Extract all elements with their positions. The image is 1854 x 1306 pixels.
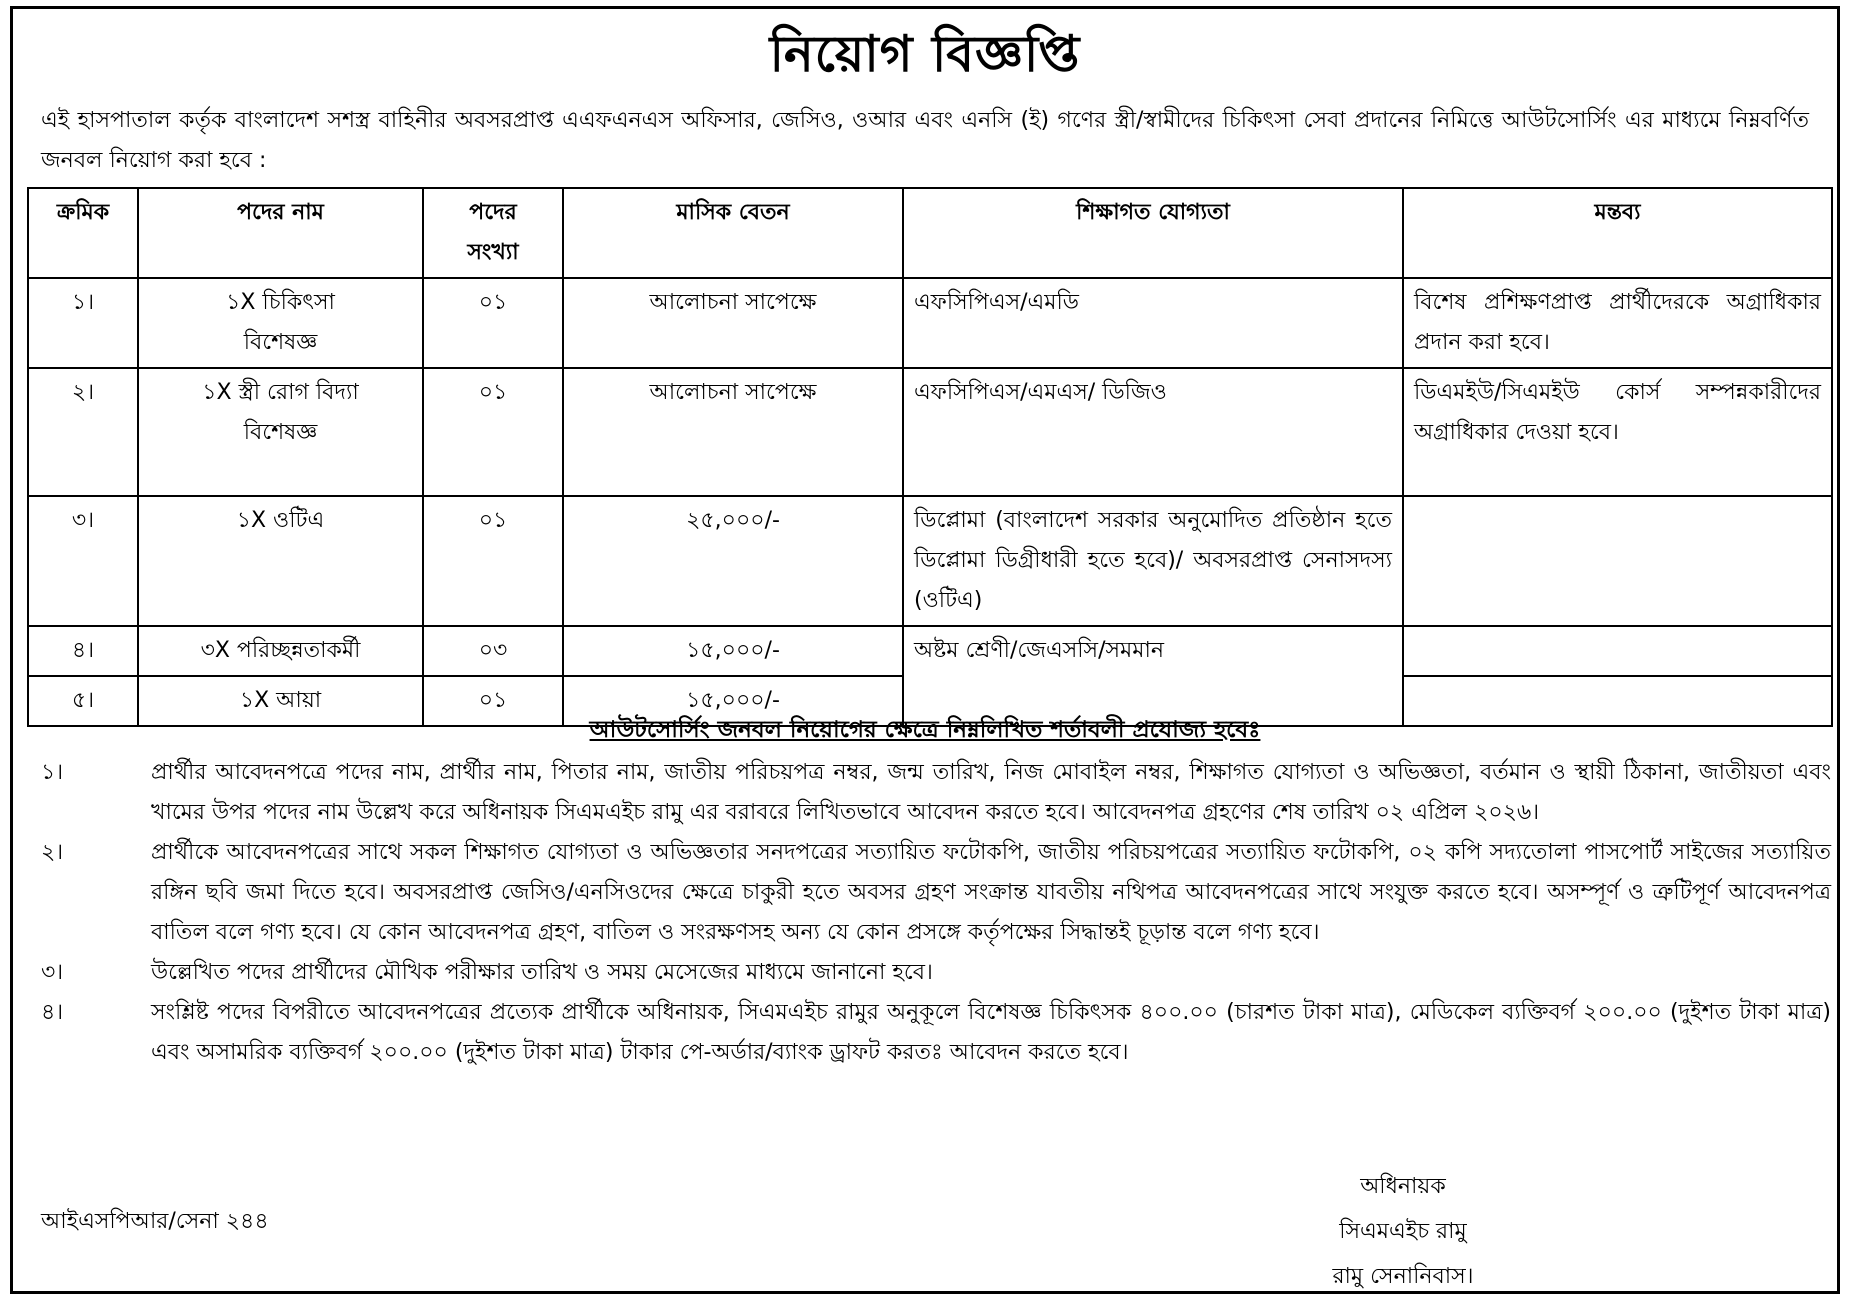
signature-unit: সিএমএইচ রামু [1339, 1219, 1467, 1244]
condition-number: ১। [41, 760, 64, 785]
row-post: ১X আয়া [138, 676, 423, 726]
signature-location: রামু সেনানিবাস। [1332, 1264, 1474, 1289]
signature-title: অধিনায়ক [1360, 1174, 1446, 1199]
header-remark: মন্তব্য [1403, 188, 1832, 278]
row-remark [1403, 626, 1832, 676]
row-post: ১X স্ত্রী রোগ বিদ্যা বিশেষজ্ঞ [138, 368, 423, 496]
row-salary: ২৫,০০০/- [563, 496, 903, 626]
row-serial: ৫। [28, 676, 138, 726]
row-count: ০১ [423, 676, 563, 726]
row-post: ১X ওটিএ [138, 496, 423, 626]
condition-item [41, 993, 1831, 1073]
condition-number: ৩। [41, 960, 64, 985]
row-salary: আলোচনা সাপেক্ষে [563, 368, 903, 496]
conditions-heading-text: আউটসোর্সিং জনবল নিয়োগের ক্ষেত্রে নিম্নলিখিত শর্তাবলী প্রযোজ্য হবেঃ [589, 717, 1261, 743]
row-count: ০১ [423, 278, 563, 368]
row-serial: ১। [28, 278, 138, 368]
row-qualification: এফসিপিএস/এমডি [903, 278, 1403, 368]
conditions-list [41, 753, 1831, 1073]
row-remark: বিশেষ প্রশিক্ষণপ্রাপ্ত প্রার্থীদেরকে অগ্রাধিকার প্রদান করা হবে। [1403, 278, 1832, 368]
row-serial: ২। [28, 368, 138, 496]
header-post: পদের নাম [138, 188, 423, 278]
row-remark [1403, 496, 1832, 626]
condition-item [41, 833, 1831, 953]
condition-text: উল্লেখিত পদের প্রার্থীদের মৌখিক পরীক্ষার তারিখ ও সময় মেসেজের মাধ্যমে জানানো হবে। [151, 960, 933, 985]
signature-block [1303, 1164, 1503, 1299]
row-count: ০১ [423, 368, 563, 496]
condition-number: ৪। [41, 1000, 64, 1025]
table-header-row [28, 188, 1832, 278]
condition-text: প্রার্থীকে আবেদনপত্রের সাথে সকল শিক্ষাগত যোগ্যতা ও অভিজ্ঞতার সনদপত্রের সত্যায়িত ফটোকপি, জাতীয় পরিচয়পত্রের সত্যায়িত ফটোকপি, ০২ কপি সদ্যতোলা পাসপোর্ট সাইজের সত্যায়িত রঙ্গিন ছবি জমা দিতে হবে। অবসরপ্রাপ্ত জেসিও/এনসিওদের ক্ষেত্রে চাকুরী হতে অবসর গ্রহণ সংক্রান্ত যাবতীয় নথিপত্র আবেদনপত্রের সাথে সংযুক্ত করতে হবে। অসম্পূর্ণ ও ত্রুটিপূর্ণ আবেদনপত্র বাতিল বলে গণ্য হবে। যে কোন আবেদনপত্র গ্রহণ, বাতিল ও সংরক্ষণসহ অন্য যে কোন প্রসঙ্গে কর্তৃপক্ষের সিদ্ধান্তই চূড়ান্ত বলে গণ্য হবে। [151, 840, 1831, 945]
row-count: ০১ [423, 496, 563, 626]
header-serial: ক্রমিক [28, 188, 138, 278]
row-qualification: এফসিপিএস/এমএস/ ডিজিও [903, 368, 1403, 496]
condition-item [41, 753, 1831, 833]
reference-number: আইএসপিআর/সেনা ২৪৪ [41, 1209, 269, 1234]
row-post: ৩X পরিচ্ছন্নতাকর্মী [138, 626, 423, 676]
row-salary: ১৫,০০০/- [563, 626, 903, 676]
condition-text: সংশ্লিষ্ট পদের বিপরীতে আবেদনপত্রের প্রত্যেক প্রার্থীকে অধিনায়ক, সিএমএইচ রামুর অনুকূলে বিশেষজ্ঞ চিকিৎসক ৪০০.০০ (চারশত টাকা মাত্র), মেডিকেল ব্যক্তিবর্গ ২০০.০০ (দুইশত টাকা মাত্র) এবং অসামরিক ব্যক্তিবর্গ ২০০.০০ (দুইশত টাকা মাত্র) টাকার পে-অর্ডার/ব্যাংক ড্রাফট করতঃ আবেদন করতে হবে। [151, 1000, 1831, 1065]
conditions-heading [13, 711, 1837, 750]
jobs-table [27, 187, 1833, 727]
row-serial: ৩। [28, 496, 138, 626]
row-qualification: ডিপ্লোমা (বাংলাদেশ সরকার অনুমোদিত প্রতিষ্ঠান হতে ডিপ্লোমা ডিগ্রীধারী হতে হবে)/ অবসরপ্রাপ্ত সেনাসদস্য (ওটিএ) [903, 496, 1403, 626]
table-row [28, 626, 1832, 676]
header-salary: মাসিক বেতন [563, 188, 903, 278]
condition-text: প্রার্থীর আবেদনপত্রে পদের নাম, প্রার্থীর নাম, পিতার নাম, জাতীয় পরিচয়পত্র নম্বর, জন্ম তারিখ, নিজ মোবাইল নম্বর, শিক্ষাগত যোগ্যতা ও অভিজ্ঞতা, বর্তমান ও স্থায়ী ঠিকানা, জাতীয়তা এবং খামের উপর পদের নাম উল্লেখ করে অধিনায়ক সিএমএইচ রামু এর বরাবরে লিখিতভাবে আবেদন করতে হবে। আবেদনপত্র গ্রহণের শেষ তারিখ ০২ এপ্রিল ২০২৬। [151, 760, 1831, 825]
row-salary: ১৫,০০০/- [563, 676, 903, 726]
row-remark: ডিএমইউ/সিএমইউ কোর্স সম্পন্নকারীদের অগ্রাধিকার দেওয়া হবে। [1403, 368, 1832, 496]
condition-item [41, 953, 1831, 993]
row-count: ০৩ [423, 626, 563, 676]
row-serial: ৪। [28, 626, 138, 676]
row-salary: আলোচনা সাপেক্ষে [563, 278, 903, 368]
row-post: ১X চিকিৎসা বিশেষজ্ঞ [138, 278, 423, 368]
table-row [28, 278, 1832, 368]
intro-text: এই হাসপাতাল কর্তৃক বাংলাদেশ সশস্ত্র বাহিনীর অবসরপ্রাপ্ত এএফএনএস অফিসার, জেসিও, ওআর এবং এনসি (ই) গণের স্ত্রী/স্বামীদের চিকিৎসা সেবা প্রদানের নিমিত্তে আউটসোর্সিং এর মাধ্যমে নিম্নবর্ণিত জনবল নিয়োগ করা হবে : [41, 108, 1809, 173]
condition-number: ২। [41, 840, 64, 865]
header-count: পদের সংখ্যা [423, 188, 563, 278]
notice-frame [10, 6, 1840, 1294]
header-qualification: শিক্ষাগত যোগ্যতা [903, 188, 1403, 278]
table-row [28, 368, 1832, 496]
notice-title: নিয়োগ বিজ্ঞপ্তি [769, 25, 1081, 83]
table-row [28, 496, 1832, 626]
row-qualification: অষ্টম শ্রেণী/জেএসসি/সমমান [903, 626, 1403, 726]
